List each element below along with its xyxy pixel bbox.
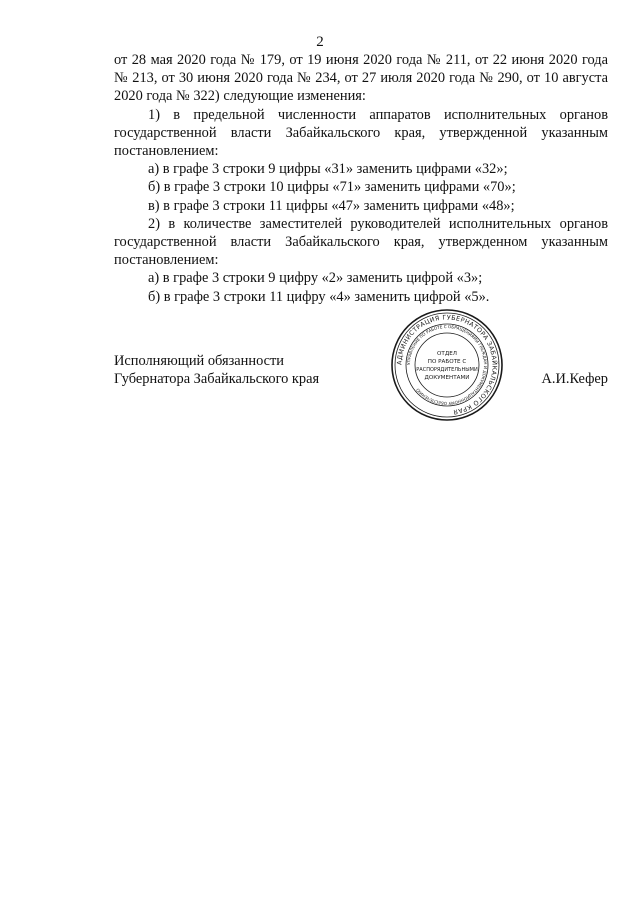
stamp-seal-icon — [388, 306, 506, 424]
stamp-center-line-2: ПО РАБОТЕ С — [427, 359, 467, 365]
document-body — [114, 51, 608, 306]
signer-position-line-1: Исполняющий обязанности — [114, 353, 285, 369]
signer-name: А.И.Кефер — [541, 371, 608, 387]
paragraph-item-1: 1) в предельной численности аппаратов исполнительных органов государственной власти Забайкальского края, утвержденной указанным постановлением: — [114, 106, 608, 160]
paragraph-item-2a: а) в графе 3 строки 9 цифру «2» заменить цифрой «3»; — [148, 270, 483, 287]
paragraph-item-2b: б) в графе 3 строки 11 цифру «4» заменить цифрой «5». — [148, 288, 490, 305]
paragraph-item-1b: б) в графе 3 строки 10 цифры «71» заменить цифрами «70»; — [148, 179, 516, 196]
stamp-inner-text: УПРАВЛЕНИЕ ПО РАБОТЕ С ОБРАЩЕНИЯМИ ГРАЖДАН И ДОКУМЕНТАЦИОННОМУ ОБЕСПЕЧЕНИЮ — [405, 323, 489, 407]
stamp-center-line-3: РАСПОРЯДИТЕЛЬНЫМИ — [416, 367, 478, 373]
signature-block — [114, 352, 608, 392]
stamp-outer-text: АДМИНИСТРАЦИЯ ГУБЕРНАТОРА ЗАБАЙКАЛЬСКОГО КРАЯ — [396, 314, 498, 416]
paragraph-item-1c: в) в графе 3 строки 11 цифры «47» заменить цифрами «48»; — [148, 197, 515, 214]
official-stamp — [388, 306, 506, 424]
signer-position-line-2: Губернатора Забайкальского края — [114, 371, 320, 388]
stamp-center-line-4: ДОКУМЕНТАМИ — [424, 375, 470, 381]
paragraph-item-2: 2) в количестве заместителей руководителей исполнительных органов государственной власти Забайкальского края, утвержденном указанным постановлением: — [114, 215, 608, 269]
signer-position — [114, 352, 319, 388]
stamp-center-line-1: ОТДЕЛ — [437, 351, 457, 357]
paragraph-item-1a: а) в графе 3 строки 9 цифры «31» заменить цифрами «32»; — [148, 161, 508, 178]
paragraph-intro: от 28 мая 2020 года № 179, от 19 июня 2020 года № 211, от 22 июня 2020 года № 213, от 30 июня 2020 года № 234, от 27 июля 2020 года № 290, от 10 августа 2020 года № 322) следующие изменения: — [114, 52, 608, 105]
page-number: 2 — [316, 34, 324, 50]
